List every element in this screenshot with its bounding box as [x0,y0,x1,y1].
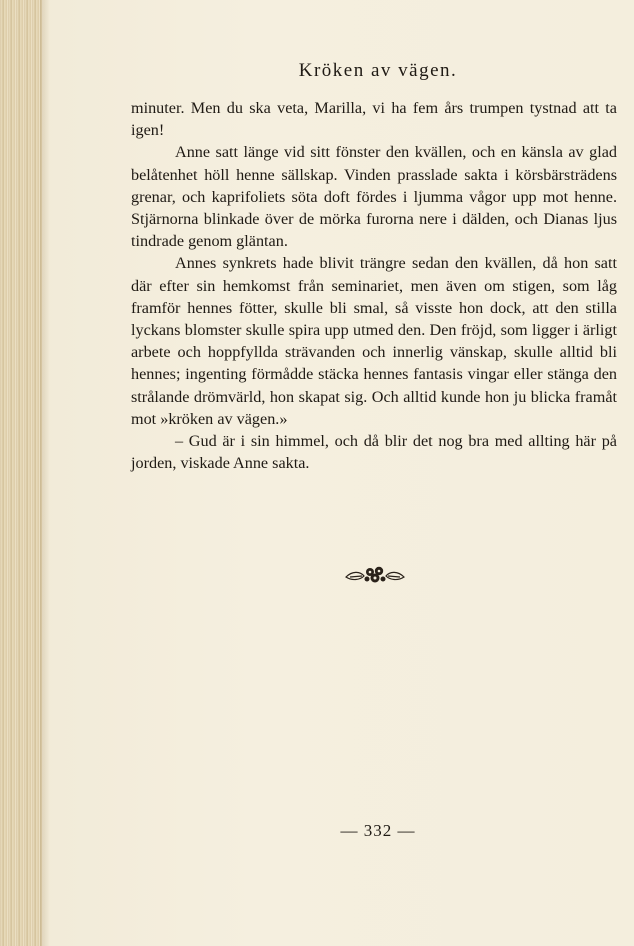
paragraph: – Gud är i sin himmel, och då blir det nog bra med allting här på jorden, viskade Anne sakta. [131,432,617,473]
body-text [131,97,617,474]
running-head: Kröken av vägen. [298,60,458,81]
page-edge-stack [0,0,42,946]
paragraph: minuter. Men du ska veta, Marilla, vi ha fem års trumpen tystnad att ta igen! [131,99,617,140]
paragraph: Annes synkrets hade blivit trängre sedan den kvällen, då hon satt där efter sin hemkomst från seminariet, men även om stigen, som låg framför hennes fötter, skulle bli smal, så visste hon dock, att den stilla lyckans blomster skulle spira upp utmed den. Den fröjd, som ligger i ärligt arbete och hoppfyllda strävanden och innerlig vänskap, skulle alltid bli hennes; ingenting förmådde stäcka hennes fantasis vingar eller stänga den strålande drömvärld, hon skapat sig. Och alltid kunde hon ju blicka framåt mot »kröken av vägen.» [131,254,617,428]
page-number: — 332 — [340,821,416,840]
paragraph: Anne satt länge vid sitt fönster den kvällen, och en känsla av glad belåtenhet höll henne sällskap. Vinden prasslade sakta i körsbärsträdens grenar, och kaprifoliets söta doft fördes i ljumma vågor upp mot henne. Stjärnorna blinkade över de mörka furorna nere i dälden, och Dianas ljus tindrade genom gläntan. [131,143,617,251]
floral-ornament-icon [342,563,408,587]
